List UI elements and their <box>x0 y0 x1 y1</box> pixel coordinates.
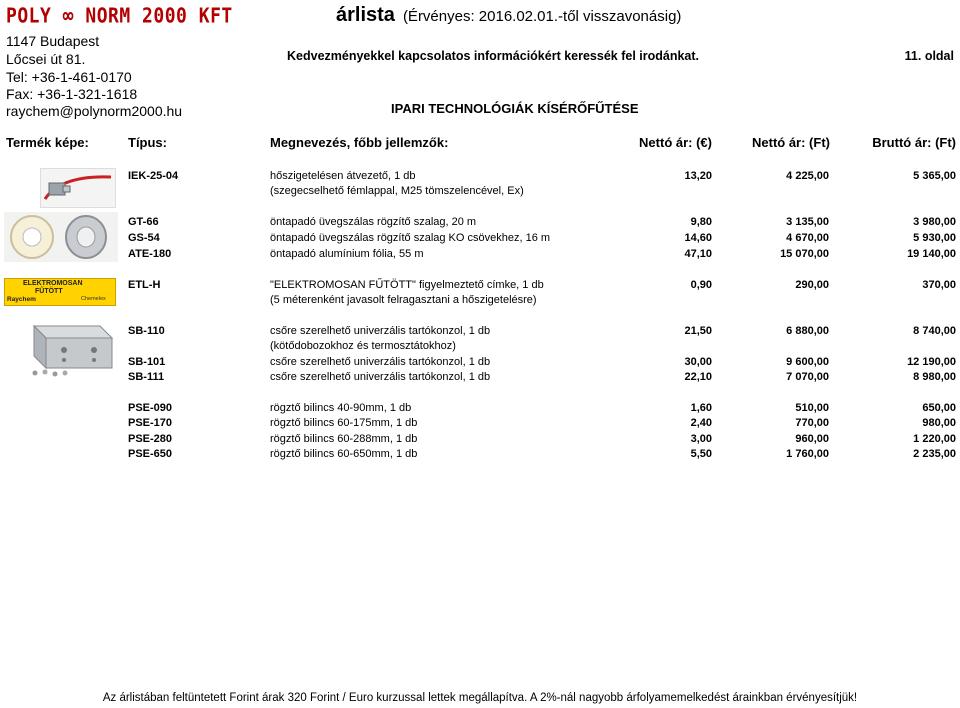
validity-text: (Érvényes: 2016.02.01.-től visszavonásig) <box>402 8 682 25</box>
product-description: csőre szerelhető univerzális tartókonzol, 1 db <box>270 371 491 383</box>
product-type: GT-66 <box>128 216 159 228</box>
product-description: csőre szerelhető univerzális tartókonzol, 1 db <box>270 325 491 337</box>
net-price-huf: 960,00 <box>795 433 829 445</box>
table-row <box>0 339 960 354</box>
column-header-net-eur: Nettó ár: (€) <box>639 135 712 150</box>
net-price-huf: 9 600,00 <box>786 356 829 368</box>
document-title <box>336 4 681 27</box>
table-row <box>0 247 960 262</box>
net-price-huf: 1 760,00 <box>786 448 829 460</box>
net-price-huf: 3 135,00 <box>786 216 829 228</box>
net-price-huf: 510,00 <box>795 402 829 414</box>
net-price-eur: 0,90 <box>690 279 712 291</box>
net-price-eur: 22,10 <box>684 371 712 383</box>
table-row <box>0 293 960 308</box>
phone-line: Tel: +36-1-461-0170 <box>6 69 132 85</box>
table-row <box>0 184 960 199</box>
gross-price-huf: 3 980,00 <box>913 216 956 228</box>
gross-price-huf: 980,00 <box>922 417 956 429</box>
gross-price-huf: 1 220,00 <box>913 433 956 445</box>
gross-price-huf: 19 140,00 <box>907 248 956 260</box>
net-price-huf: 4 225,00 <box>786 170 829 182</box>
net-price-eur: 21,50 <box>684 325 712 337</box>
net-price-eur: 3,00 <box>690 433 712 445</box>
net-price-huf: 770,00 <box>795 417 829 429</box>
product-type: GS-54 <box>128 232 160 244</box>
table-row <box>0 278 960 293</box>
product-description: rögztő bilincs 60-175mm, 1 db <box>270 417 418 429</box>
gross-price-huf: 5 365,00 <box>913 170 956 182</box>
product-type: ATE-180 <box>128 248 172 260</box>
net-price-eur: 1,60 <box>690 402 712 414</box>
email-line: raychem@polynorm2000.hu <box>6 103 183 119</box>
product-description: rögztő bilincs 60-650mm, 1 db <box>270 448 418 460</box>
column-header-image: Termék képe: <box>6 135 89 150</box>
product-description: "ELEKTROMOSAN FŰTÖTT" figyelmeztető címke, 1 db <box>270 279 544 291</box>
product-description: (kötődobozokhoz és termosztátokhoz) <box>270 340 456 352</box>
column-header-net-huf: Nettó ár: (Ft) <box>752 135 830 150</box>
gross-price-huf: 5 930,00 <box>913 232 956 244</box>
table-row <box>0 370 960 385</box>
net-price-huf: 4 670,00 <box>786 232 829 244</box>
net-price-eur: 14,60 <box>684 232 712 244</box>
product-description: öntapadó alumínium fólia, 55 m <box>270 248 424 260</box>
net-price-eur: 2,40 <box>690 417 712 429</box>
column-header-type: Típus: <box>128 135 167 150</box>
net-price-eur: 5,50 <box>690 448 712 460</box>
company-logo: POLY ∞ NORM 2000 KFT <box>6 4 233 29</box>
gross-price-huf: 370,00 <box>922 279 956 291</box>
gross-price-huf: 12 190,00 <box>907 356 956 368</box>
net-price-eur: 13,20 <box>684 170 712 182</box>
product-description: rögztő bilincs 60-288mm, 1 db <box>270 433 418 445</box>
table-row <box>0 324 960 339</box>
column-header-description: Megnevezés, főbb jellemzők: <box>270 135 449 150</box>
product-type: SB-111 <box>128 371 165 383</box>
net-price-eur: 30,00 <box>684 356 712 368</box>
discount-notice: Kedvezményekkel kapcsolatos információkért keressék fel irodánkat. <box>287 49 699 63</box>
table-row <box>0 215 960 230</box>
table-row <box>0 416 960 431</box>
product-description: (5 méterenként javasolt felragasztani a hőszigetelésre) <box>270 294 537 306</box>
net-price-eur: 47,10 <box>684 248 712 260</box>
label-brand: Raychem <box>7 296 36 303</box>
product-description: (szegecselhető fémlappal, M25 tömszelencével, Ex) <box>270 185 524 197</box>
address-line: 1147 Budapest <box>6 33 100 49</box>
product-description: öntapadó üvegszálas rögzítő szalag, 20 m <box>270 216 477 228</box>
address-line: Lőcsei út 81. <box>6 51 86 67</box>
gross-price-huf: 650,00 <box>922 402 956 414</box>
page-number: 11. oldal <box>904 49 954 63</box>
table-row <box>0 169 960 184</box>
table-row <box>0 447 960 462</box>
net-price-huf: 290,00 <box>795 279 829 291</box>
label-line-1: ELEKTROMOSAN <box>23 280 83 287</box>
label-line-2: FŰTÖTT <box>35 288 63 295</box>
product-type: PSE-650 <box>128 448 173 460</box>
product-type: PSE-090 <box>128 402 173 414</box>
table-row <box>0 401 960 416</box>
product-type: SB-101 <box>128 356 166 368</box>
table-row <box>0 432 960 447</box>
net-price-huf: 6 880,00 <box>786 325 829 337</box>
product-type: IEK-25-04 <box>128 170 179 182</box>
product-type: PSE-170 <box>128 417 173 429</box>
net-price-eur: 9,80 <box>690 216 712 228</box>
fax-line: Fax: +36-1-321-1618 <box>6 86 138 102</box>
table-row <box>0 231 960 246</box>
gross-price-huf: 8 740,00 <box>913 325 956 337</box>
exchange-rate-footer: Az árlistában feltüntetett Forint árak 320 Forint / Euro kurzussal lettek megállapítva. A 2%-nál nagyobb árfolyamemelkedést árainkban érvényesítjük! <box>102 692 858 704</box>
product-description: rögztő bilincs 40-90mm, 1 db <box>270 402 412 414</box>
product-description: hőszigetelésen átvezető, 1 db <box>270 170 416 182</box>
product-type: SB-110 <box>128 325 165 337</box>
product-type: PSE-280 <box>128 433 173 445</box>
product-description: csőre szerelhető univerzális tartókonzol, 1 db <box>270 356 491 368</box>
product-type: ETL-H <box>128 279 161 291</box>
net-price-huf: 15 070,00 <box>780 248 829 260</box>
product-description: öntapadó üvegszálas rögzítő szalag KO csövekhez, 16 m <box>270 232 551 244</box>
label-sub: Chemelex <box>81 296 106 302</box>
category-title: IPARI TECHNOLÓGIÁK KÍSÉRŐFŰTÉSE <box>391 101 639 116</box>
table-row <box>0 355 960 370</box>
gross-price-huf: 8 980,00 <box>913 371 956 383</box>
title-text: árlista <box>336 4 395 26</box>
net-price-huf: 7 070,00 <box>786 371 829 383</box>
column-header-gross-huf: Bruttó ár: (Ft) <box>872 135 956 150</box>
gross-price-huf: 2 235,00 <box>913 448 956 460</box>
